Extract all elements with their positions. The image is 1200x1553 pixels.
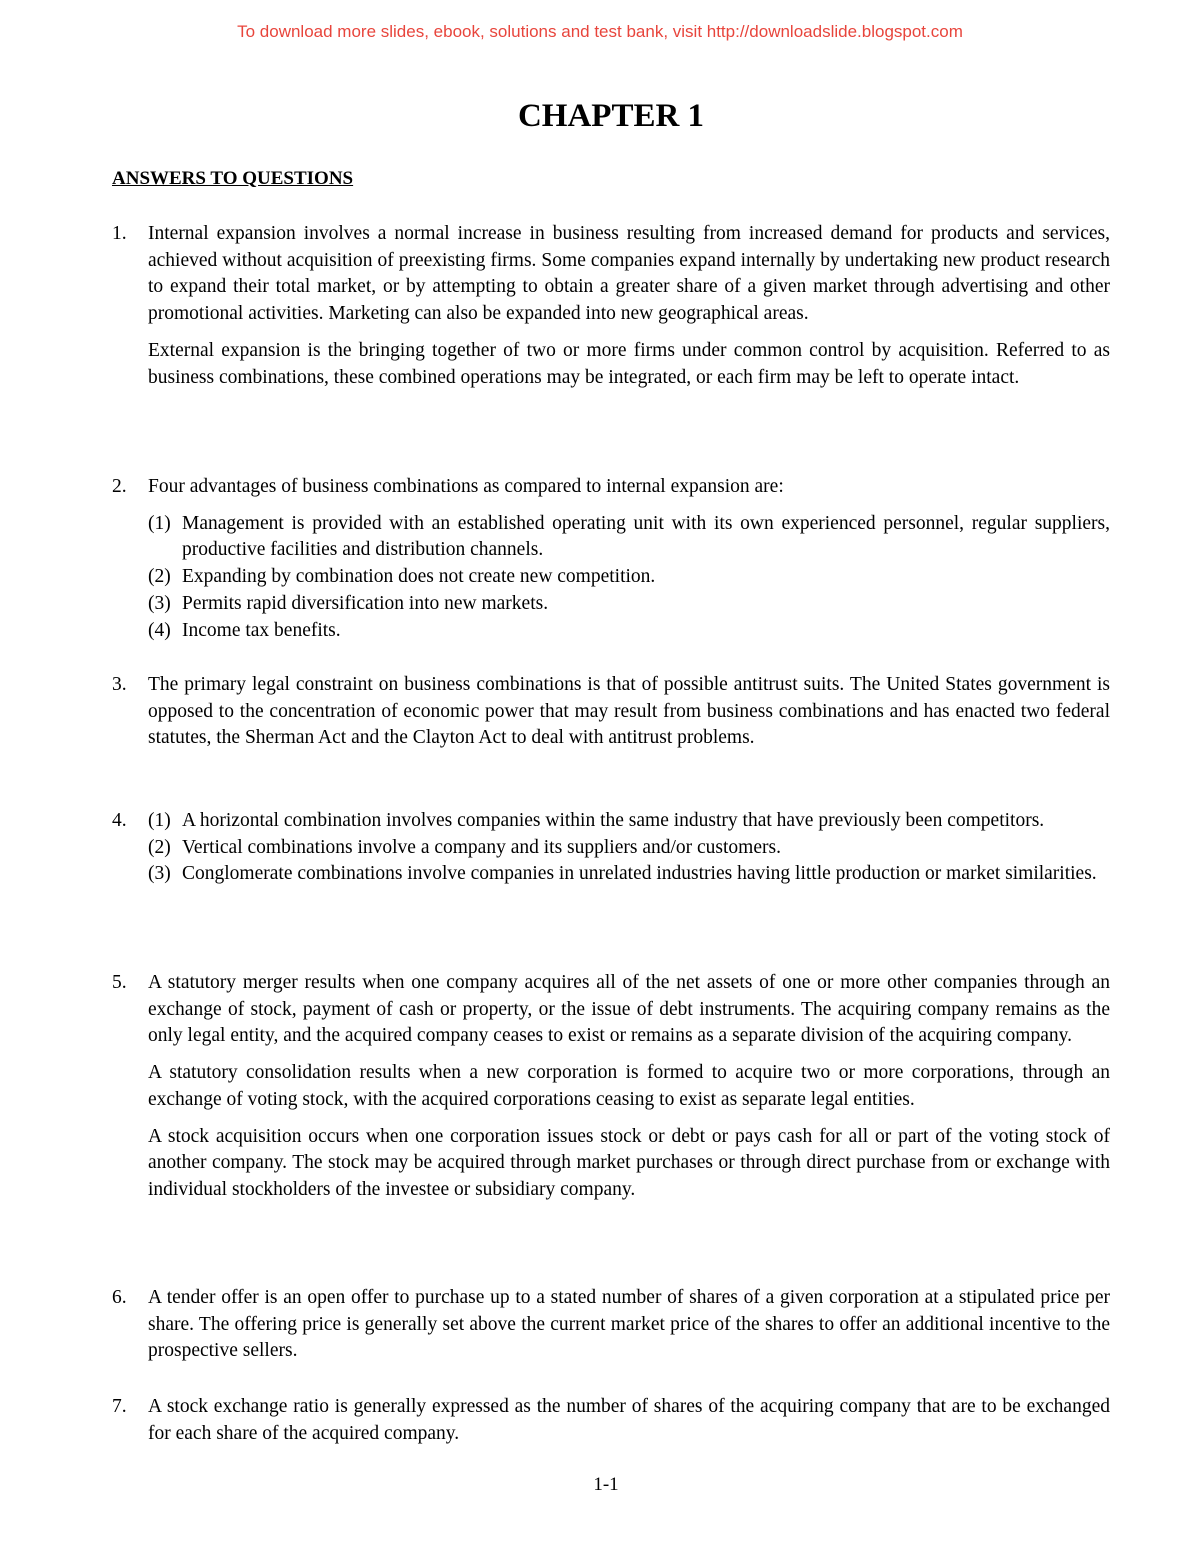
answer-paragraph: The primary legal constraint on business combinations is that of possible antitrust suits. The United States government is opposed to the concentration of economic power that may result from business combinations and has enacted two federal statutes, the Sherman Act and the Clayton Act to deal with antitrust problems. <box>148 674 1110 749</box>
answer-paragraph: A statutory consolidation results when a new corporation is formed to acquire two or more corporations, through an exchange of voting stock, with the acquired corporations ceasing to exist as separate legal entities. <box>148 1062 1110 1110</box>
item-text: Expanding by combination does not create new competition. <box>182 566 656 588</box>
item-text: Permits rapid diversification into new markets. <box>182 592 549 614</box>
chapter-title: CHAPTER 1 <box>517 98 705 134</box>
answer-intro: Four advantages of business combinations as compared to internal expansion are: <box>148 476 784 497</box>
question-3 <box>112 672 1110 752</box>
item-label: (2) <box>148 566 171 588</box>
question-number: 2. <box>112 476 127 497</box>
answer-paragraph: Internal expansion involves a normal increase in business resulting from increased demand for products and services, achieved without acquisition of preexisting firms. Some companies expand internally by undertaking new product research to expand their total market, or by attempting to obtain a greater share of a given market through advertising and other promotional activities. Marketing can also be expanded into new geographical areas. <box>148 223 1110 325</box>
list-item <box>148 618 1110 645</box>
list-item <box>148 835 1110 862</box>
item-label: (1) <box>148 810 171 831</box>
question-number: 5. <box>112 972 127 993</box>
question-1 <box>112 221 1110 391</box>
answer-paragraph: A stock exchange ratio is generally expressed as the number of shares of the acquiring company that are to be exchanged for each share of the acquired company. <box>148 1396 1110 1444</box>
advantages-list <box>148 511 1110 645</box>
list-item <box>148 861 1110 888</box>
list-item <box>148 808 1110 835</box>
page-number: 1-1 <box>593 1474 619 1495</box>
section-heading: ANSWERS TO QUESTIONS <box>112 168 354 189</box>
answer-paragraph: A stock acquisition occurs when one corporation issues stock or debt or pays cash for all or part of the voting stock of another company. The stock may be acquired through market purchases or through direct purchase from or exchange with individual stockholders of the investee or subsidiary company. <box>148 1125 1110 1200</box>
item-text: Conglomerate combinations involve companies in unrelated industries having little production or market similarities. <box>182 863 1097 885</box>
question-number: 7. <box>112 1396 127 1417</box>
list-item <box>148 591 1110 618</box>
question-number: 3. <box>112 674 127 695</box>
answer-paragraph: A statutory merger results when one company acquires all of the net assets of one or more other companies through an exchange of stock, payment of cash or property, or the issue of debt instruments. The acquiring company remains as the only legal entity, and the acquired company ceases to exist or remains as a separate division of the acquiring company. <box>148 972 1110 1047</box>
item-label: (3) <box>148 863 171 885</box>
item-label: (3) <box>148 592 171 614</box>
item-label: (4) <box>148 619 171 641</box>
question-7 <box>112 1394 1110 1447</box>
answer-paragraph: A tender offer is an open offer to purchase up to a stated number of shares of a given corporation at a stipulated price per share. The offering price is generally set above the current market price of the shares to offer an additional incentive to the prospective sellers. <box>148 1287 1110 1362</box>
question-4 <box>112 808 1110 888</box>
item-text: Income tax benefits. <box>182 619 341 641</box>
question-6 <box>112 1285 1110 1365</box>
item-text: Vertical combinations involve a company and its suppliers and/or customers. <box>182 836 781 858</box>
download-banner[interactable]: To download more slides, ebook, solutions and test bank, visit http://downloadslide.blogspot.com <box>237 22 963 41</box>
combination-types-list <box>148 808 1110 888</box>
item-label: (1) <box>148 512 171 534</box>
question-5 <box>112 970 1110 1204</box>
answer-paragraph: External expansion is the bringing together of two or more firms under common control by acquisition. Referred to as business combinations, these combined operations may be integrated, or each firm may be left to operate intact. <box>148 339 1110 388</box>
question-number: 4. <box>112 810 127 831</box>
item-label: (2) <box>148 836 171 858</box>
item-text: A horizontal combination involves companies within the same industry that have previously been competitors. <box>182 810 1045 831</box>
item-text: Management is provided with an established operating unit with its own experienced personnel, regular suppliers, productive facilities and distribution channels. <box>182 512 1110 561</box>
question-2 <box>112 474 1110 644</box>
list-item <box>148 511 1110 564</box>
question-number: 1. <box>112 223 127 244</box>
list-item <box>148 564 1110 591</box>
question-number: 6. <box>112 1287 127 1308</box>
